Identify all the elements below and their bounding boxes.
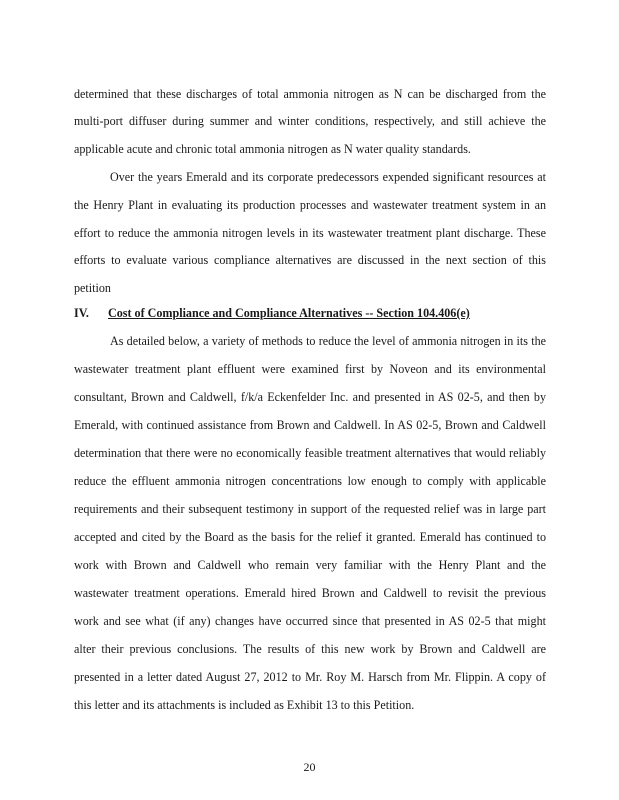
text-line: requirements and their subsequent testimony in support of the requested relief was in large part [74,502,546,516]
text-line: As detailed below, a variety of methods to reduce the level of ammonia nitrogen in its the [110,334,546,348]
text-line: Over the years Emerald and its corporate predecessors expended significant resources at [110,170,546,184]
text-line: petition [74,281,111,295]
text-line: determination that there were no economically feasible treatment alternatives that would reliably [74,446,546,460]
text-line: reduce the effluent ammonia nitrogen concentrations low enough to comply with applicable [74,474,546,488]
text-line: applicable acute and chronic total ammonia nitrogen as N water quality standards. [74,142,471,156]
text-line: wastewater treatment plant effluent were examined first by Noveon and its environmental [74,362,546,376]
text-line: wastewater treatment operations. Emerald hired Brown and Caldwell to revisit the previous [74,586,546,600]
text-line: determined that these discharges of total ammonia nitrogen as N can be discharged from the [74,87,546,101]
text-line: the Henry Plant in evaluating its production processes and wastewater treatment system in an [74,198,546,212]
section-title: Cost of Compliance and Compliance Alternatives -- Section 104.406(e) [108,306,470,320]
text-line: multi-port diffuser during summer and winter conditions, respectively, and still achieve the [74,114,546,128]
text-line: Emerald, with continued assistance from Brown and Caldwell. In AS 02-5, Brown and Caldwell [74,418,546,432]
text-line: consultant, Brown and Caldwell, f/k/a Eckenfelder Inc. and presented in AS 02-5, and then by [74,390,546,404]
text-line: efforts to evaluate various compliance alternatives are discussed in the next section of this [74,253,546,267]
text-line: this letter and its attachments is included as Exhibit 13 to this Petition. [74,698,415,712]
text-line: effort to reduce the ammonia nitrogen levels in its wastewater treatment plant discharge. These [74,226,546,240]
text-line: accepted and cited by the Board as the basis for the relief it granted. Emerald has continued to [74,530,546,544]
page-number: 20 [303,760,316,774]
text-line: presented in a letter dated August 27, 2012 to Mr. Roy M. Harsch from Mr. Flippin. A copy of [74,670,546,684]
text-line: work with Brown and Caldwell who remain very familiar with the Henry Plant and the [74,558,546,572]
text-line: alter their previous conclusions. The results of this new work by Brown and Caldwell are [74,642,546,656]
text-line: work and see what (if any) changes have occurred since that presented in AS 02-5 that might [74,614,546,628]
section-number: IV. [74,306,89,320]
